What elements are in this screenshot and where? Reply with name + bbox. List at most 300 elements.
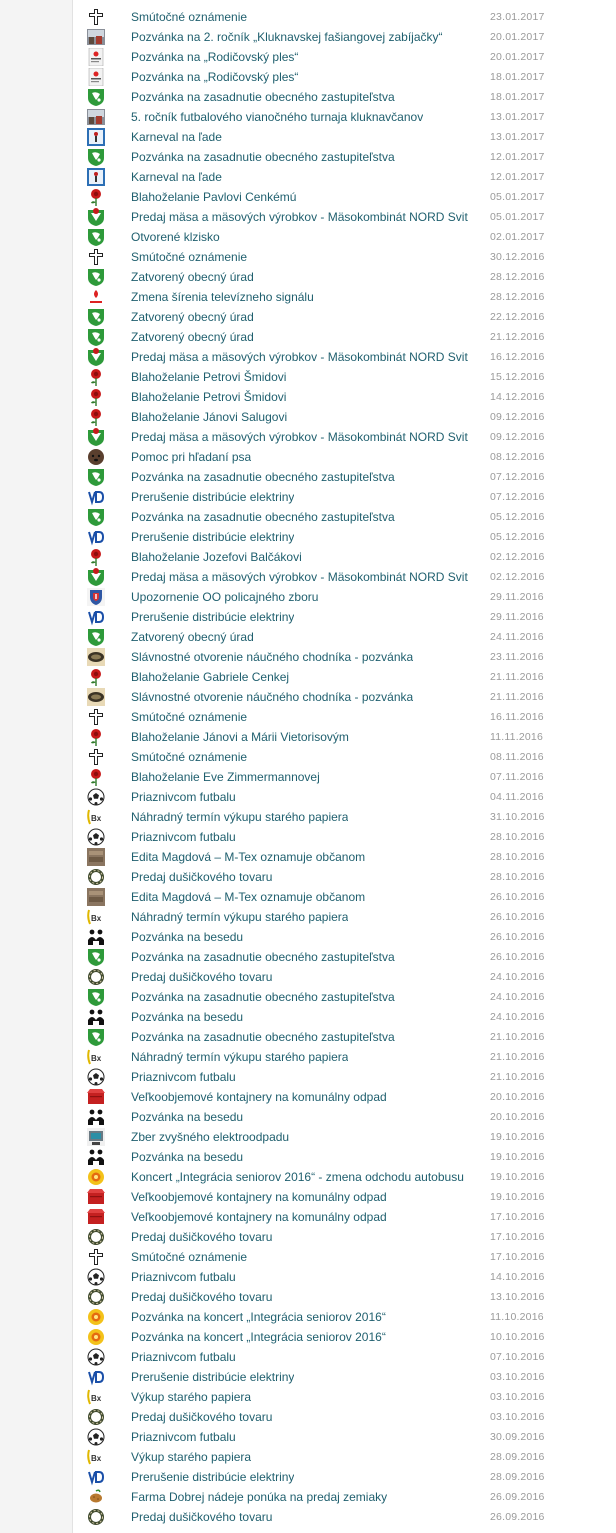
poster-icon[interactable] xyxy=(87,48,105,66)
shield-icon[interactable] xyxy=(87,948,105,966)
announcement-date: 07.11.2016 xyxy=(490,771,544,783)
list-item xyxy=(73,1067,616,1087)
announcement-link[interactable]: Pozvánka na besedu xyxy=(131,1010,244,1024)
list-item xyxy=(73,627,616,647)
rose-icon[interactable] xyxy=(87,548,105,566)
list-item xyxy=(73,647,616,667)
announcement-link[interactable]: 5. ročník futbalového vianočného turnaja kluknavčanov xyxy=(131,110,424,124)
announcement-link[interactable]: Pozvánka na zasadnutie obecného zastupiteľstva xyxy=(131,1030,395,1044)
announcement-link[interactable]: Slávnostné otvorenie náučného chodníka - pozvánka xyxy=(131,650,414,664)
announcement-date: 26.10.2016 xyxy=(490,931,545,943)
announcement-date: 11.10.2016 xyxy=(490,1311,544,1323)
dog-icon[interactable] xyxy=(87,448,105,466)
bxm-logo-icon[interactable] xyxy=(87,908,105,926)
announcement-date: 12.01.2017 xyxy=(490,171,545,183)
announcement-date: 21.11.2016 xyxy=(490,691,544,703)
people-icon[interactable] xyxy=(87,1148,105,1166)
list-item xyxy=(73,947,616,967)
announcement-link[interactable]: Edita Magdová – M-Tex oznamuje občanom xyxy=(131,890,366,904)
list-item xyxy=(73,7,616,27)
announcement-link[interactable]: Predaj dušičkového tovaru xyxy=(131,1410,273,1424)
people-icon[interactable] xyxy=(87,1008,105,1026)
announcement-date: 18.01.2017 xyxy=(490,71,545,83)
announcement-link[interactable]: Priaznivcom futbalu xyxy=(131,1270,236,1284)
list-item xyxy=(73,27,616,47)
announcement-date: 19.10.2016 xyxy=(490,1171,545,1183)
sun-logo-icon[interactable] xyxy=(87,1308,105,1326)
bxm-logo-icon[interactable] xyxy=(87,1448,105,1466)
announcement-date: 17.10.2016 xyxy=(490,1251,545,1263)
announcement-link[interactable]: Pozvánka na koncert „Integrácia seniorov 2016“ xyxy=(131,1310,386,1324)
trail-icon[interactable] xyxy=(87,648,105,666)
announcement-link[interactable]: Predaj mäsa a mäsových výrobkov - Mäsokombinát NORD Svit xyxy=(131,350,468,364)
list-item xyxy=(73,427,616,447)
announcement-date: 13.10.2016 xyxy=(490,1291,545,1303)
announcement-date: 05.01.2017 xyxy=(490,211,545,223)
list-item xyxy=(73,887,616,907)
bxm-logo-icon[interactable] xyxy=(87,808,105,826)
announcement-link[interactable]: Karneval na ľade xyxy=(131,130,222,144)
announcement-link[interactable]: Zber zvyšného elektroodpadu xyxy=(131,1130,290,1144)
announcement-link[interactable]: Výkup starého papiera xyxy=(131,1450,252,1464)
wreath-icon[interactable] xyxy=(87,1228,105,1246)
announcement-link[interactable]: Smútočné oznámenie xyxy=(131,750,248,764)
list-item xyxy=(73,327,616,347)
announcement-link[interactable]: Blahoželanie Jánovi a Márii Vietorisovým xyxy=(131,730,349,744)
list-item xyxy=(73,1467,616,1487)
announcement-link[interactable]: Smútočné oznámenie xyxy=(131,10,248,24)
list-item xyxy=(73,247,616,267)
sun-logo-icon[interactable] xyxy=(87,1168,105,1186)
announcement-link[interactable]: Priaznivcom futbalu xyxy=(131,1070,236,1084)
football-icon[interactable] xyxy=(87,1428,105,1446)
list-item xyxy=(73,487,616,507)
list-item xyxy=(73,1007,616,1027)
wreath-icon[interactable] xyxy=(87,1508,105,1526)
announcement-date: 21.10.2016 xyxy=(490,1051,545,1063)
announcement-date: 30.09.2016 xyxy=(490,1431,545,1443)
list-item xyxy=(73,147,616,167)
announcement-date: 02.12.2016 xyxy=(490,551,545,563)
list-item xyxy=(73,707,616,727)
list-item xyxy=(73,167,616,187)
announcement-link[interactable]: Predaj mäsa a mäsových výrobkov - Mäsokombinát NORD Svit xyxy=(131,430,468,444)
announcement-link[interactable]: Prerušenie distribúcie elektriny xyxy=(131,1370,295,1384)
sun-logo-icon[interactable] xyxy=(87,1328,105,1346)
vd-logo-icon[interactable] xyxy=(87,1468,105,1486)
vd-logo-icon[interactable] xyxy=(87,528,105,546)
shield-icon[interactable] xyxy=(87,628,105,646)
list-item xyxy=(73,1227,616,1247)
shield-icon[interactable] xyxy=(87,988,105,1006)
list-item xyxy=(73,1427,616,1447)
list-item xyxy=(73,207,616,227)
announcement-link[interactable]: Pozvánka na koncert „Integrácia seniorov 2016“ xyxy=(131,1330,386,1344)
announcement-link[interactable]: Pozvánka na besedu xyxy=(131,1150,244,1164)
announcement-link[interactable]: Pozvánka na zasadnutie obecného zastupiteľstva xyxy=(131,990,395,1004)
announcement-date: 28.10.2016 xyxy=(490,831,545,843)
list-item xyxy=(73,267,616,287)
announcement-link[interactable]: Predaj mäsa a mäsových výrobkov - Mäsokombinát NORD Svit xyxy=(131,570,468,584)
announcement-date: 31.10.2016 xyxy=(490,811,545,823)
photo-icon[interactable] xyxy=(87,108,105,126)
announcement-link[interactable]: Predaj dušičkového tovaru xyxy=(131,1290,273,1304)
announcement-date: 02.01.2017 xyxy=(490,231,545,243)
announcement-link[interactable]: Pozvánka na zasadnutie obecného zastupiteľstva xyxy=(131,950,395,964)
football-icon[interactable] xyxy=(87,1068,105,1086)
shield-icon[interactable] xyxy=(87,268,105,286)
announcement-link[interactable]: Náhradný termín výkupu starého papiera xyxy=(131,810,349,824)
announcement-link[interactable]: Náhradný termín výkupu starého papiera xyxy=(131,1050,349,1064)
list-item xyxy=(73,387,616,407)
list-item xyxy=(73,87,616,107)
announcement-link[interactable]: Pomoc pri hľadaní psa xyxy=(131,450,252,464)
tv-logo-icon[interactable] xyxy=(87,288,105,306)
announcement-link[interactable]: Upozornenie OO policajného zboru xyxy=(131,590,319,604)
shield-icon[interactable] xyxy=(87,148,105,166)
list-item xyxy=(73,767,616,787)
skater-icon[interactable] xyxy=(87,168,105,186)
fabric-icon[interactable] xyxy=(87,888,105,906)
vd-logo-icon[interactable] xyxy=(87,1368,105,1386)
list-item xyxy=(73,1447,616,1467)
announcement-link[interactable]: Veľkoobjemové kontajnery na komunálny odpad xyxy=(131,1210,387,1224)
announcement-date: 16.11.2016 xyxy=(490,711,544,723)
list-item xyxy=(73,747,616,767)
list-item xyxy=(73,1407,616,1427)
list-item xyxy=(73,127,616,147)
announcement-date: 03.10.2016 xyxy=(490,1371,545,1383)
list-item xyxy=(73,467,616,487)
announcement-link[interactable]: Smútočné oznámenie xyxy=(131,710,248,724)
announcement-date: 26.10.2016 xyxy=(490,951,545,963)
announcement-date: 17.10.2016 xyxy=(490,1231,545,1243)
announcement-link[interactable]: Smútočné oznámenie xyxy=(131,250,248,264)
announcement-link[interactable]: Prerušenie distribúcie elektriny xyxy=(131,530,295,544)
announcement-link[interactable]: Priaznivcom futbalu xyxy=(131,1350,236,1364)
announcement-date: 13.01.2017 xyxy=(490,111,545,123)
list-item xyxy=(73,1247,616,1267)
photo-icon[interactable] xyxy=(87,28,105,46)
list-item xyxy=(73,1167,616,1187)
cross-icon[interactable] xyxy=(87,1248,105,1266)
announcement-link[interactable]: Blahoželanie Pavlovi Cenkémú xyxy=(131,190,297,204)
potato-icon[interactable] xyxy=(87,1488,105,1506)
announcement-date: 07.12.2016 xyxy=(490,491,545,503)
shield-icon[interactable] xyxy=(87,1028,105,1046)
announcement-link[interactable]: Predaj dušičkového tovaru xyxy=(131,1510,273,1524)
list-item xyxy=(73,1367,616,1387)
shield-red-icon[interactable] xyxy=(87,428,105,446)
announcement-link[interactable]: Zatvorený obecný úrad xyxy=(131,630,254,644)
announcement-date: 29.11.2016 xyxy=(490,591,544,603)
announcement-date: 19.10.2016 xyxy=(490,1131,545,1143)
list-item xyxy=(73,727,616,747)
police-icon[interactable] xyxy=(87,588,105,606)
rose-icon[interactable] xyxy=(87,368,105,386)
list-item xyxy=(73,1107,616,1127)
announcement-link[interactable]: Predaj dušičkového tovaru xyxy=(131,970,273,984)
list-item xyxy=(73,787,616,807)
bxm-logo-icon[interactable] xyxy=(87,1388,105,1406)
announcement-link[interactable]: Predaj mäsa a mäsových výrobkov - Mäsokombinát NORD Svit xyxy=(131,210,468,224)
list-item xyxy=(73,447,616,467)
list-item xyxy=(73,1507,616,1527)
wreath-icon[interactable] xyxy=(87,968,105,986)
list-item xyxy=(73,307,616,327)
announcement-date: 08.12.2016 xyxy=(490,451,545,463)
announcement-date: 20.10.2016 xyxy=(490,1091,545,1103)
cross-icon[interactable] xyxy=(87,748,105,766)
list-item xyxy=(73,587,616,607)
announcement-date: 28.09.2016 xyxy=(490,1471,545,1483)
announcement-link[interactable]: Náhradný termín výkupu starého papiera xyxy=(131,910,349,924)
announcement-link[interactable]: Edita Magdová – M-Tex oznamuje občanom xyxy=(131,850,366,864)
svg-text:Bx: Bx xyxy=(91,1454,102,1463)
shield-icon[interactable] xyxy=(87,328,105,346)
announcement-date: 10.10.2016 xyxy=(490,1331,545,1343)
wreath-icon[interactable] xyxy=(87,868,105,886)
list-item xyxy=(73,1307,616,1327)
announcement-link[interactable]: Blahoželanie Gabriele Cenkej xyxy=(131,670,290,684)
announcement-link[interactable]: Priaznivcom futbalu xyxy=(131,830,236,844)
announcement-date: 29.11.2016 xyxy=(490,611,544,623)
svg-text:Bx: Bx xyxy=(91,1054,102,1063)
announcement-link[interactable]: Pozvánka na zasadnutie obecného zastupiteľstva xyxy=(131,510,395,524)
list-item xyxy=(73,987,616,1007)
list-item xyxy=(73,187,616,207)
announcement-date: 07.12.2016 xyxy=(490,471,545,483)
announcement-date: 05.12.2016 xyxy=(490,531,545,543)
announcement-date: 05.01.2017 xyxy=(490,191,545,203)
fabric-icon[interactable] xyxy=(87,848,105,866)
announcement-date: 28.10.2016 xyxy=(490,871,545,883)
announcement-date: 20.10.2016 xyxy=(490,1111,545,1123)
announcement-link[interactable]: Blahoželanie Petrovi Šmidovi xyxy=(131,390,287,404)
announcement-date: 21.10.2016 xyxy=(490,1031,545,1043)
announcement-date: 24.10.2016 xyxy=(490,971,545,983)
announcement-date: 21.12.2016 xyxy=(490,331,545,343)
announcement-link[interactable]: Pozvánka na „Rodičovský ples“ xyxy=(131,50,299,64)
announcement-link[interactable]: Farma Dobrej nádeje ponúka na predaj zemiaky xyxy=(131,1490,388,1504)
announcement-date: 11.11.2016 xyxy=(490,731,543,743)
list-item xyxy=(73,827,616,847)
announcement-date: 21.10.2016 xyxy=(490,1071,545,1083)
announcement-link[interactable]: Blahoželanie Eve Zimmermannovej xyxy=(131,770,320,784)
list-item xyxy=(73,1487,616,1507)
announcement-date: 07.10.2016 xyxy=(490,1351,545,1363)
announcement-date: 24.10.2016 xyxy=(490,1011,545,1023)
shield-icon[interactable] xyxy=(87,88,105,106)
announcement-link[interactable]: Blahoželanie Petrovi Šmidovi xyxy=(131,370,287,384)
announcement-link[interactable]: Pozvánka na zasadnutie obecného zastupiteľstva xyxy=(131,90,395,104)
announcement-link[interactable]: Zmena šírenia televízneho signálu xyxy=(131,290,314,304)
announcement-link[interactable]: Predaj dušičkového tovaru xyxy=(131,870,273,884)
announcement-date: 20.01.2017 xyxy=(490,51,545,63)
announcement-date: 22.12.2016 xyxy=(490,311,545,323)
announcement-link[interactable]: Zatvorený obecný úrad xyxy=(131,310,254,324)
rose-icon[interactable] xyxy=(87,188,105,206)
list-item xyxy=(73,1027,616,1047)
container-icon[interactable] xyxy=(87,1088,105,1106)
cross-icon[interactable] xyxy=(87,248,105,266)
announcement-link[interactable]: Veľkoobjemové kontajnery na komunálny odpad xyxy=(131,1190,387,1204)
announcement-link[interactable]: Prerušenie distribúcie elektriny xyxy=(131,610,295,624)
announcement-link[interactable]: Blahoželanie Jozefovi Balčákovi xyxy=(131,550,302,564)
announcement-link[interactable]: Pozvánka na zasadnutie obecného zastupiteľstva xyxy=(131,470,395,484)
list-item xyxy=(73,1087,616,1107)
announcement-date: 15.12.2016 xyxy=(490,371,545,383)
list-item xyxy=(73,347,616,367)
list-item xyxy=(73,667,616,687)
shield-red-icon[interactable] xyxy=(87,208,105,226)
announcement-date: 26.10.2016 xyxy=(490,891,545,903)
list-item xyxy=(73,867,616,887)
announcement-date: 03.10.2016 xyxy=(490,1391,545,1403)
announcement-date: 17.10.2016 xyxy=(490,1211,545,1223)
announcement-link[interactable]: Výkup starého papiera xyxy=(131,1390,252,1404)
list-item xyxy=(73,1047,616,1067)
list-item xyxy=(73,1267,616,1287)
rose-icon[interactable] xyxy=(87,668,105,686)
list-item xyxy=(73,1347,616,1367)
announcement-date: 19.10.2016 xyxy=(490,1191,545,1203)
football-icon[interactable] xyxy=(87,828,105,846)
announcement-date: 28.12.2016 xyxy=(490,291,545,303)
announcement-date: 09.12.2016 xyxy=(490,411,545,423)
announcement-link[interactable]: Otvorené klzisko xyxy=(131,230,220,244)
announcement-date: 24.10.2016 xyxy=(490,991,545,1003)
announcement-link[interactable]: Priaznivcom futbalu xyxy=(131,790,236,804)
football-icon[interactable] xyxy=(87,1348,105,1366)
shield-icon[interactable] xyxy=(87,468,105,486)
ewaste-icon[interactable] xyxy=(87,1128,105,1146)
announcement-date: 24.11.2016 xyxy=(490,631,544,643)
announcement-link[interactable]: Blahoželanie Jánovi Salugovi xyxy=(131,410,288,424)
trail-icon[interactable] xyxy=(87,688,105,706)
poster-icon[interactable] xyxy=(87,68,105,86)
announcement-link[interactable]: Zatvorený obecný úrad xyxy=(131,330,254,344)
svg-text:Bx: Bx xyxy=(91,914,102,923)
announcement-link[interactable]: Zatvorený obecný úrad xyxy=(131,270,254,284)
announcement-date: 16.12.2016 xyxy=(490,351,545,363)
shield-icon[interactable] xyxy=(87,228,105,246)
announcement-link[interactable]: Koncert „Integrácia seniorov 2016“ - zmena odchodu autobusu xyxy=(131,1170,464,1184)
rose-icon[interactable] xyxy=(87,388,105,406)
container-icon[interactable] xyxy=(87,1188,105,1206)
announcement-link[interactable]: Pozvánka na zasadnutie obecného zastupiteľstva xyxy=(131,150,395,164)
announcement-link[interactable]: Pozvánka na 2. ročník „Kluknavskej fašiangovej zabíjačky“ xyxy=(131,30,443,44)
skater-icon[interactable] xyxy=(87,128,105,146)
football-icon[interactable] xyxy=(87,788,105,806)
announcement-date: 12.01.2017 xyxy=(490,151,545,163)
list-item xyxy=(73,1387,616,1407)
people-icon[interactable] xyxy=(87,928,105,946)
list-item xyxy=(73,1327,616,1347)
wreath-icon[interactable] xyxy=(87,1408,105,1426)
announcement-date: 26.09.2016 xyxy=(490,1491,545,1503)
announcement-date: 19.10.2016 xyxy=(490,1151,545,1163)
list-item xyxy=(73,367,616,387)
shield-red-icon[interactable] xyxy=(87,568,105,586)
announcement-link[interactable]: Predaj dušičkového tovaru xyxy=(131,1230,273,1244)
list-item xyxy=(73,107,616,127)
list-item xyxy=(73,407,616,427)
list-item xyxy=(73,67,616,87)
bxm-logo-icon[interactable] xyxy=(87,1048,105,1066)
list-item xyxy=(73,1127,616,1147)
announcement-date: 20.01.2017 xyxy=(490,31,545,43)
container-icon[interactable] xyxy=(87,1208,105,1226)
svg-text:Bx: Bx xyxy=(91,1394,102,1403)
wreath-icon[interactable] xyxy=(87,1288,105,1306)
announcement-date: 04.11.2016 xyxy=(490,791,544,803)
announcement-link[interactable]: Prerušenie distribúcie elektriny xyxy=(131,490,295,504)
shield-icon[interactable] xyxy=(87,508,105,526)
announcement-date: 28.10.2016 xyxy=(490,851,545,863)
announcement-link[interactable]: Smútočné oznámenie xyxy=(131,1250,248,1264)
list-item xyxy=(73,607,616,627)
announcement-date: 14.10.2016 xyxy=(490,1271,545,1283)
announcement-date: 26.09.2016 xyxy=(490,1511,545,1523)
list-item xyxy=(73,507,616,527)
rose-icon[interactable] xyxy=(87,408,105,426)
list-item xyxy=(73,547,616,567)
announcement-date: 28.09.2016 xyxy=(490,1451,545,1463)
football-icon[interactable] xyxy=(87,1268,105,1286)
announcement-date: 23.11.2016 xyxy=(490,651,544,663)
list-item xyxy=(73,1287,616,1307)
announcement-link[interactable]: Prerušenie distribúcie elektriny xyxy=(131,1470,295,1484)
list-item xyxy=(73,967,616,987)
list-item xyxy=(73,227,616,247)
people-icon[interactable] xyxy=(87,1108,105,1126)
announcement-link[interactable]: Pozvánka na besedu xyxy=(131,930,244,944)
rose-icon[interactable] xyxy=(87,768,105,786)
announcement-date: 21.11.2016 xyxy=(490,671,544,683)
list-item xyxy=(73,1207,616,1227)
announcement-link[interactable]: Karneval na ľade xyxy=(131,170,222,184)
list-item xyxy=(73,527,616,547)
announcement-link[interactable]: Priaznivcom futbalu xyxy=(131,1430,236,1444)
announcement-date: 02.12.2016 xyxy=(490,571,545,583)
announcement-panel xyxy=(72,0,616,1533)
announcement-date: 08.11.2016 xyxy=(490,751,544,763)
announcement-link[interactable]: Veľkoobjemové kontajnery na komunálny odpad xyxy=(131,1090,387,1104)
list-item xyxy=(73,907,616,927)
announcement-date: 23.01.2017 xyxy=(490,11,545,23)
cross-icon[interactable] xyxy=(87,8,105,26)
list-item xyxy=(73,927,616,947)
svg-text:Bx: Bx xyxy=(91,814,102,823)
announcement-link[interactable]: Pozvánka na besedu xyxy=(131,1110,244,1124)
vd-logo-icon[interactable] xyxy=(87,488,105,506)
announcement-date: 28.12.2016 xyxy=(490,271,545,283)
shield-icon[interactable] xyxy=(87,308,105,326)
list-item xyxy=(73,567,616,587)
announcement-date: 05.12.2016 xyxy=(490,511,545,523)
list-item xyxy=(73,47,616,67)
announcement-link[interactable]: Pozvánka na „Rodičovský ples“ xyxy=(131,70,299,84)
list-item xyxy=(73,287,616,307)
rose-icon[interactable] xyxy=(87,728,105,746)
shield-red-icon[interactable] xyxy=(87,348,105,366)
list-item xyxy=(73,807,616,827)
announcement-link[interactable]: Slávnostné otvorenie náučného chodníka - pozvánka xyxy=(131,690,414,704)
announcement-date: 09.12.2016 xyxy=(490,431,545,443)
vd-logo-icon[interactable] xyxy=(87,608,105,626)
cross-icon[interactable] xyxy=(87,708,105,726)
